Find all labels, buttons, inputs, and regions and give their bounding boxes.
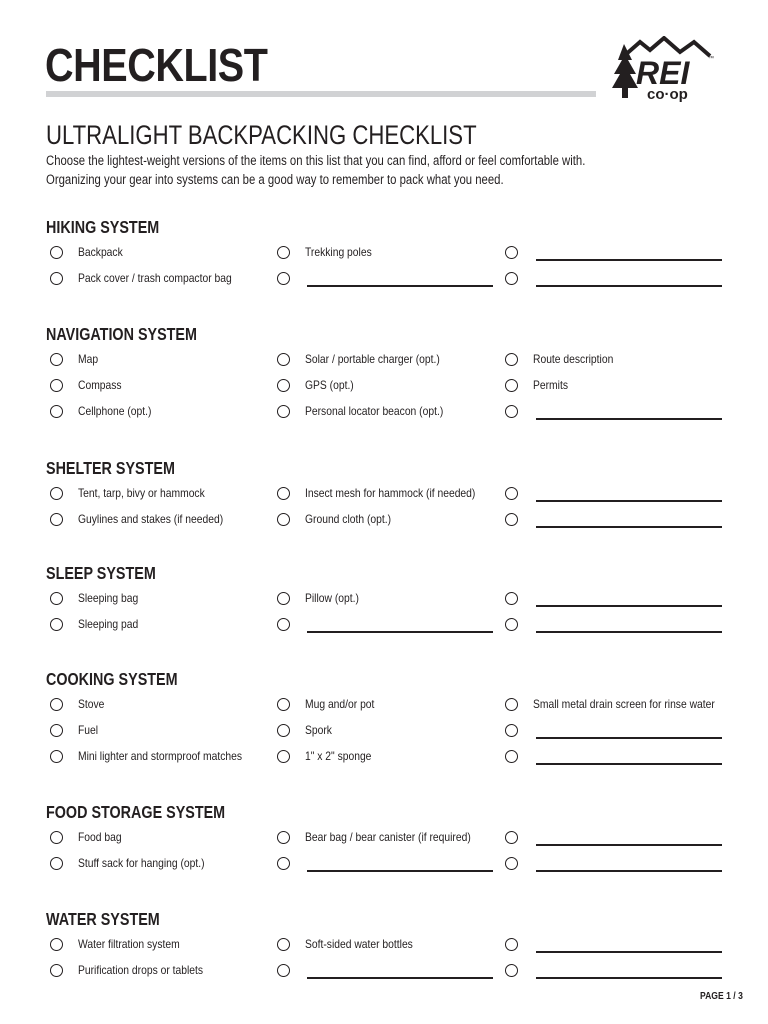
checkbox-circle[interactable] — [505, 831, 518, 844]
checklist-item — [277, 961, 502, 981]
checklist-row — [0, 961, 768, 981]
checkbox-circle[interactable] — [50, 750, 63, 763]
item-label: Permits — [533, 378, 568, 392]
checklist-item — [277, 484, 502, 504]
checklist-item — [505, 695, 730, 715]
checklist-item — [277, 589, 502, 609]
checklist-row — [0, 828, 768, 848]
section-title: HIKING SYSTEM — [46, 217, 160, 237]
checkbox-circle[interactable] — [50, 618, 63, 631]
checklist-row — [0, 484, 768, 504]
checklist-item — [50, 961, 270, 981]
checklist-item — [277, 695, 502, 715]
checkbox-circle[interactable] — [505, 405, 518, 418]
document-title: ULTRALIGHT BACKPACKING CHECKLIST — [46, 120, 477, 150]
checkbox-circle[interactable] — [50, 724, 63, 737]
write-in-line[interactable] — [307, 870, 493, 872]
checkbox-circle[interactable] — [277, 964, 290, 977]
checkbox-circle[interactable] — [505, 964, 518, 977]
item-label: Route description — [533, 352, 614, 366]
checklist-item — [505, 747, 730, 767]
checklist-item — [277, 828, 502, 848]
section-title: SHELTER SYSTEM — [46, 458, 175, 478]
item-label: 1" x 2" sponge — [305, 749, 372, 763]
item-label: Mug and/or pot — [305, 697, 375, 711]
checkbox-circle[interactable] — [277, 592, 290, 605]
checkbox-circle[interactable] — [505, 246, 518, 259]
checkbox-circle[interactable] — [277, 405, 290, 418]
write-in-line[interactable] — [536, 737, 722, 739]
checklist-item — [277, 376, 502, 396]
write-in-line[interactable] — [536, 526, 722, 528]
page-header-title: CHECKLIST — [45, 39, 268, 91]
checkbox-circle[interactable] — [50, 938, 63, 951]
checkbox-circle[interactable] — [277, 831, 290, 844]
item-label: Stove — [78, 697, 105, 711]
checklist-item — [277, 510, 502, 530]
checkbox-circle[interactable] — [277, 938, 290, 951]
checklist-row — [0, 615, 768, 635]
checkbox-circle[interactable] — [50, 379, 63, 392]
checkbox-circle[interactable] — [50, 487, 63, 500]
checklist-item — [505, 376, 730, 396]
write-in-line[interactable] — [536, 631, 722, 633]
checklist-row — [0, 747, 768, 767]
item-label: Cellphone (opt.) — [78, 404, 152, 418]
checklist-item — [277, 350, 502, 370]
write-in-line[interactable] — [536, 500, 722, 502]
checklist-item — [50, 747, 270, 767]
section-title: WATER SYSTEM — [46, 909, 160, 929]
checklist-item — [50, 828, 270, 848]
intro-paragraph — [46, 151, 684, 189]
checkbox-circle[interactable] — [50, 831, 63, 844]
checkbox-circle[interactable] — [505, 487, 518, 500]
checklist-row — [0, 935, 768, 955]
checkbox-circle[interactable] — [505, 857, 518, 870]
checklist-row — [0, 243, 768, 263]
checkbox-circle[interactable] — [50, 272, 63, 285]
intro-line-2: Organizing your gear into systems can be a good way to remember to pack what you need. — [46, 172, 504, 187]
write-in-line[interactable] — [536, 285, 722, 287]
item-label: Pillow (opt.) — [305, 591, 359, 605]
checkbox-circle[interactable] — [505, 592, 518, 605]
write-in-line[interactable] — [536, 763, 722, 765]
item-label: Insect mesh for hammock (if needed) — [305, 486, 476, 500]
svg-text:REI: REI — [636, 55, 690, 91]
checkbox-circle[interactable] — [277, 246, 290, 259]
item-label: Pack cover / trash compactor bag — [78, 271, 232, 285]
checkbox-circle[interactable] — [277, 272, 290, 285]
checklist-item — [50, 721, 270, 741]
checklist-item — [505, 721, 730, 741]
checkbox-circle[interactable] — [50, 513, 63, 526]
write-in-line[interactable] — [307, 285, 493, 287]
checkbox-circle[interactable] — [505, 618, 518, 631]
checkbox-circle[interactable] — [505, 353, 518, 366]
checklist-row — [0, 721, 768, 741]
section-title: COOKING SYSTEM — [46, 669, 178, 689]
write-in-line[interactable] — [536, 605, 722, 607]
checkbox-circle[interactable] — [50, 964, 63, 977]
checklist-item — [277, 402, 502, 422]
checkbox-circle[interactable] — [505, 272, 518, 285]
checkbox-circle[interactable] — [277, 379, 290, 392]
checklist-item — [277, 854, 502, 874]
checklist-item — [505, 615, 730, 635]
checkbox-circle[interactable] — [277, 618, 290, 631]
write-in-line[interactable] — [536, 844, 722, 846]
checklist-item — [50, 510, 270, 530]
item-label: Fuel — [78, 723, 99, 737]
svg-text:co·op: co·op — [647, 86, 688, 103]
checklist-row — [0, 350, 768, 370]
intro-line-1: Choose the lightest-weight versions of the items on this list that you can find, afford or feel comfortable with. — [46, 153, 586, 168]
write-in-line[interactable] — [536, 418, 722, 420]
write-in-line[interactable] — [307, 631, 493, 633]
checklist-item — [50, 589, 270, 609]
svg-text:™: ™ — [708, 56, 714, 62]
checklist-item — [505, 828, 730, 848]
checklist-item — [505, 402, 730, 422]
checkbox-circle[interactable] — [50, 592, 63, 605]
item-label: Small metal drain screen for rinse water — [533, 697, 715, 711]
checkbox-circle[interactable] — [505, 724, 518, 737]
checkbox-circle[interactable] — [277, 353, 290, 366]
checkbox-circle[interactable] — [505, 379, 518, 392]
checklist-item — [50, 350, 270, 370]
section-title: SLEEP SYSTEM — [46, 563, 156, 583]
checklist-row — [0, 269, 768, 289]
item-label: Mini lighter and stormproof matches — [78, 749, 243, 763]
checkbox-circle[interactable] — [50, 405, 63, 418]
checklist-item — [50, 615, 270, 635]
checklist-item — [277, 747, 502, 767]
checklist-item — [505, 935, 730, 955]
page-number: PAGE 1 / 3 — [700, 991, 743, 1002]
checklist-item — [505, 510, 730, 530]
write-in-line[interactable] — [536, 870, 722, 872]
checkbox-circle[interactable] — [277, 487, 290, 500]
checklist-item — [50, 269, 270, 289]
checklist-item — [505, 243, 730, 263]
checklist-item — [505, 589, 730, 609]
item-label: Personal locator beacon (opt.) — [305, 404, 444, 418]
item-label: Solar / portable charger (opt.) — [305, 352, 440, 366]
checkbox-circle[interactable] — [277, 698, 290, 711]
item-label: Ground cloth (opt.) — [305, 512, 392, 526]
write-in-line[interactable] — [536, 951, 722, 953]
checklist-row — [0, 589, 768, 609]
item-label: Purification drops or tablets — [78, 963, 204, 977]
rei-coop-logo — [610, 36, 720, 104]
checkbox-circle[interactable] — [50, 698, 63, 711]
item-label: Water filtration system — [78, 937, 180, 951]
checklist-item — [505, 350, 730, 370]
item-label: Stuff sack for hanging (opt.) — [78, 856, 205, 870]
checklist-item — [50, 402, 270, 422]
checklist-item — [277, 243, 502, 263]
checklist-row — [0, 854, 768, 874]
checkbox-circle[interactable] — [277, 513, 290, 526]
item-label: GPS (opt.) — [305, 378, 354, 392]
item-label: Sleeping bag — [78, 591, 139, 605]
checkbox-circle[interactable] — [277, 724, 290, 737]
checklist-item — [50, 935, 270, 955]
checklist-item — [50, 854, 270, 874]
checkbox-circle[interactable] — [505, 750, 518, 763]
checkbox-circle[interactable] — [50, 246, 63, 259]
checkbox-circle[interactable] — [505, 938, 518, 951]
checkbox-circle[interactable] — [505, 513, 518, 526]
item-label: Sleeping pad — [78, 617, 139, 631]
checklist-row — [0, 510, 768, 530]
checklist-row — [0, 695, 768, 715]
section-title: NAVIGATION SYSTEM — [46, 324, 197, 344]
checklist-item — [50, 376, 270, 396]
checklist-item — [50, 695, 270, 715]
checklist-item — [277, 721, 502, 741]
checklist-item — [505, 854, 730, 874]
checklist-item — [277, 935, 502, 955]
checklist-row — [0, 402, 768, 422]
section-title: FOOD STORAGE SYSTEM — [46, 802, 226, 822]
checklist-item — [277, 269, 502, 289]
item-label: Spork — [305, 723, 332, 737]
checkbox-circle[interactable] — [50, 353, 63, 366]
item-label: Bear bag / bear canister (if required) — [305, 830, 471, 844]
write-in-line[interactable] — [536, 977, 722, 979]
item-label: Trekking poles — [305, 245, 372, 259]
checklist-item — [50, 484, 270, 504]
item-label: Soft-sided water bottles — [305, 937, 413, 951]
item-label: Compass — [78, 378, 122, 392]
item-label: Map — [78, 352, 99, 366]
checkbox-circle[interactable] — [277, 750, 290, 763]
write-in-line[interactable] — [307, 977, 493, 979]
checkbox-circle[interactable] — [505, 698, 518, 711]
checkbox-circle[interactable] — [277, 857, 290, 870]
item-label: Backpack — [78, 245, 123, 259]
checklist-item — [505, 961, 730, 981]
checklist-item — [505, 269, 730, 289]
checkbox-circle[interactable] — [50, 857, 63, 870]
checklist-row — [0, 376, 768, 396]
item-label: Tent, tarp, bivy or hammock — [78, 486, 205, 500]
checklist-item — [50, 243, 270, 263]
item-label: Guylines and stakes (if needed) — [78, 512, 224, 526]
header-divider — [46, 91, 596, 97]
write-in-line[interactable] — [536, 259, 722, 261]
item-label: Food bag — [78, 830, 122, 844]
checklist-item — [277, 615, 502, 635]
checklist-item — [505, 484, 730, 504]
